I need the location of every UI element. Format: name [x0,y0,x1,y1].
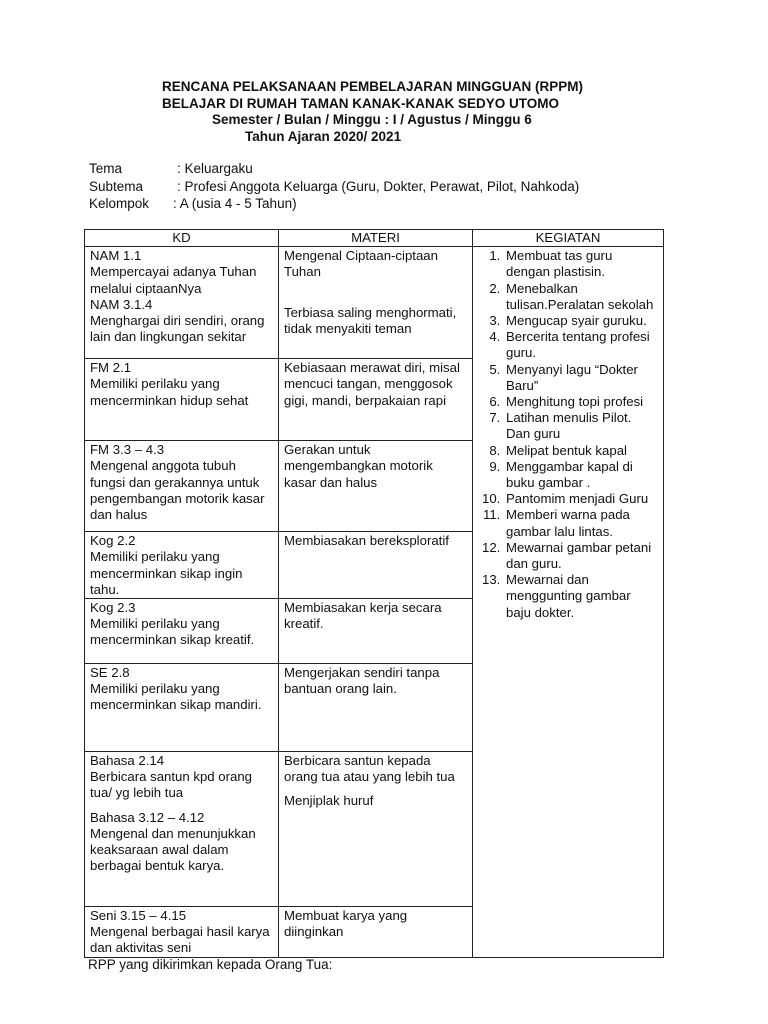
kd-code: Kog 2.3 [90,600,136,616]
kd-desc: Memiliki perilaku yang mencerminkan sikap mandiri. [90,681,262,713]
kd-desc: Mempercayai adanya Tuhan melalui ciptaanNya [90,264,257,296]
list-item: 10. Pantomim menjadi Guru [504,491,658,507]
materi-cell [279,752,473,907]
col-header-kd: KD [85,230,279,247]
meta-kelompok [89,195,297,212]
meta-subtema-label: Subtema [89,179,144,194]
kd-desc: Berbicara santun kpd orang tua/ yg lebih tua [90,769,253,801]
meta-kelompok-value: : A (usia 4 - 5 Tahun) [173,196,297,211]
kd-code: FM 3.3 – 4.3 [90,442,165,458]
kd-desc: Memiliki perilaku yang mencerminkan sikap kreatif. [90,616,255,648]
kd-desc: Mengenal anggota tubuh fungsi dan gerakannya untuk pengembangan motorik kasar dan halus [90,458,265,523]
materi-cell [279,907,473,958]
list-item: 4. Bercerita tentang profesi guru. [504,329,658,361]
meta-tema-label: Tema [89,161,123,176]
list-item: 8. Melipat bentuk kapal [504,443,658,459]
kd-cell [85,664,279,752]
col-header-materi: MATERI [279,230,473,247]
meta-subtema [89,178,580,195]
meta-tema [89,160,253,177]
kd-desc: Mengenal dan menunjukkan keaksaraan awal dalam berbagai bentuk karya. [90,825,256,874]
materi-cell [279,441,473,532]
list-item: 7. Latihan menulis Pilot. Dan guru [504,410,658,442]
materi-text: Terbiasa saling menghormati, tidak menyakiti teman [284,304,457,336]
kd-code: Bahasa 2.14 [90,753,165,769]
materi-text: Menjiplak huruf [284,793,374,809]
materi-cell [279,664,473,752]
materi-text: Membiasakan kerja secara kreatif. [284,600,442,632]
kd-cell [85,752,279,907]
materi-text: Gerakan untuk mengembangkan motorik kasar dan halus [284,442,433,490]
materi-cell [279,532,473,599]
kd-cell [85,532,279,599]
list-item: 6. Menghitung topi profesi [504,394,658,410]
kd-code: NAM 3.1.4 [90,296,153,312]
kd-code: Bahasa 3.12 – 4.12 [90,809,205,825]
kegiatan-list [478,248,658,621]
list-item: 11. Memberi warna pada gambar lalu lintas. [504,507,658,539]
list-item: 12. Mewarnai gambar petani dan guru. [504,540,658,572]
materi-text: Mengerjakan sendiri tanpa bantuan orang lain. [284,665,440,697]
kd-cell [85,247,279,359]
kd-cell [85,907,279,958]
list-item: 9. Menggambar kapal di buku gambar . [504,459,658,491]
list-item: 13. Mewarnai dan menggunting gambar baju dokter. [504,572,658,621]
materi-text: Mengenal Ciptaan-ciptaan Tuhan [284,248,438,280]
kd-cell [85,359,279,441]
kd-cell [85,441,279,532]
kd-cell [85,599,279,664]
list-item: 1. Membuat tas guru dengan plastisin. [504,248,658,280]
materi-text: Membuat karya yang diinginkan [284,908,408,940]
list-item: 5. Menyanyi lagu “Dokter Baru” [504,362,658,394]
kd-desc: Memiliki perilaku yang mencerminkan sikap ingin tahu. [90,549,243,597]
list-item: 3. Mengucap syair guruku. [504,313,658,329]
kd-code: SE 2.8 [90,665,130,681]
kd-desc: Mengenal berbagai hasil karya dan aktivitas seni [90,924,270,956]
materi-text: Kebiasaan merawat diri, misal mencuci tangan, menggosok gigi, mandi, berpakaian rapi [284,360,460,408]
kd-code: Kog 2.2 [90,533,136,549]
kd-code: NAM 1.1 [90,248,142,264]
kd-code: Seni 3.15 – 4.15 [90,908,187,924]
kd-desc: Menghargai diri sendiri, orang lain dan lingkungan sekitar [90,313,265,345]
footer-note: RPP yang dikirimkan kepada Orang Tua: [88,957,333,972]
materi-text: Berbicara santun kepada orang tua atau yang lebih tua [284,753,455,785]
doc-title: RENCANA PELAKSANAAN PEMBELAJARAN MINGGUAN (RPPM) [162,79,584,94]
list-item: 2. Menebalkan tulisan.Peralatan sekolah [504,281,658,313]
table-header-row [85,230,664,247]
kegiatan-cell [473,247,664,957]
kd-code: FM 2.1 [90,360,132,376]
col-header-kegiatan: KEGIATAN [473,230,664,247]
doc-subtitle: BELAJAR DI RUMAH TAMAN KANAK-KANAK SEDYO UTOMO [162,96,559,111]
materi-text: Membiasakan bereksploratif [284,533,449,549]
table-row [85,247,664,359]
rppm-table [84,229,664,958]
materi-cell [279,247,473,359]
meta-subtema-value: : Profesi Anggota Keluarga (Guru, Dokter, Perawat, Pilot, Nahkoda) [177,179,580,194]
doc-year: Tahun Ajaran 2020/ 2021 [245,129,402,144]
kd-desc: Memiliki perilaku yang mencerminkan hidup sehat [90,376,249,408]
doc-period: Semester / Bulan / Minggu : I / Agustus / Minggu 6 [212,112,532,127]
materi-cell [279,359,473,441]
meta-kelompok-label: Kelompok [89,196,150,211]
materi-cell [279,599,473,664]
meta-tema-value: : Keluargaku [177,161,253,176]
